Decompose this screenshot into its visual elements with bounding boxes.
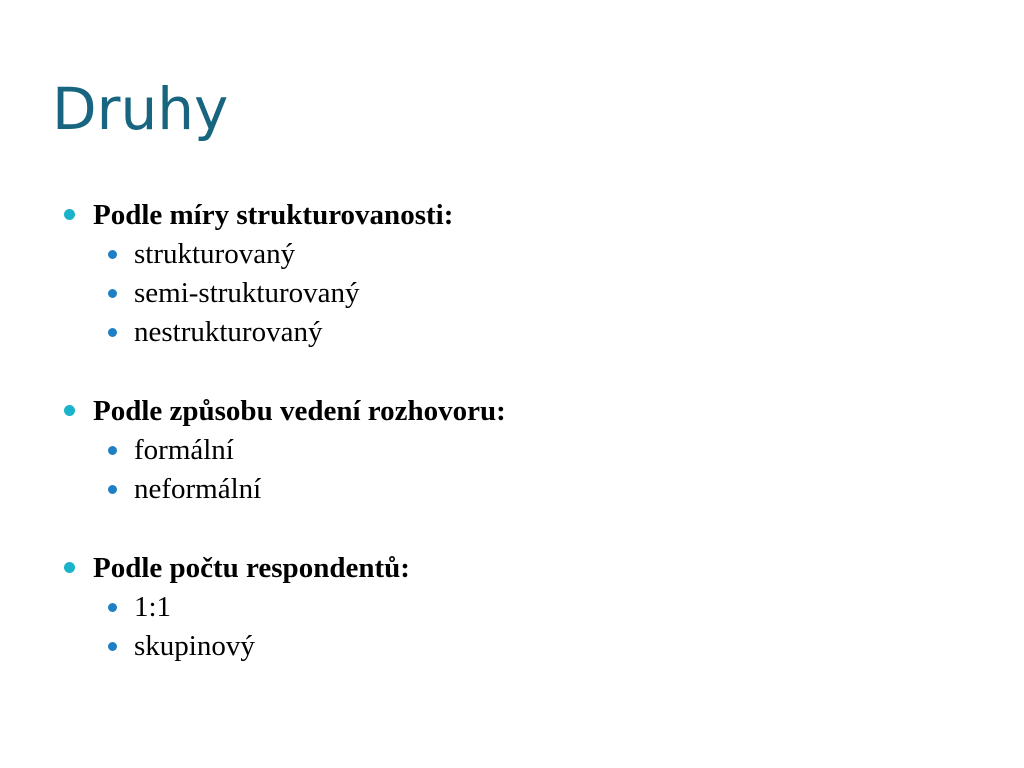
- bullet-heading-text: Podle počtu respondentů:: [93, 552, 410, 584]
- sub-bullet-text: 1:1: [134, 591, 172, 623]
- sub-bullet-list: [62, 588, 962, 666]
- bullet-heading-text: Podle míry strukturovanosti:: [93, 199, 454, 231]
- sub-bullet-item: [62, 274, 962, 313]
- bullet-dot-icon: [64, 562, 75, 573]
- sub-bullet-item: [62, 235, 962, 274]
- sub-bullet-text: neformální: [134, 473, 262, 505]
- sub-bullet-dot-icon: [108, 642, 117, 651]
- sub-bullet-dot-icon: [108, 250, 117, 259]
- bullet-group: [62, 195, 962, 352]
- bullet-content: [62, 195, 962, 666]
- sub-bullet-list: [62, 431, 962, 509]
- sub-bullet-dot-icon: [108, 446, 117, 455]
- bullet-heading: [62, 391, 962, 431]
- bullet-group: [62, 391, 962, 509]
- sub-bullet-text: formální: [134, 434, 234, 466]
- sub-bullet-item: [62, 470, 962, 509]
- bullet-group: [62, 548, 962, 666]
- sub-bullet-item: [62, 431, 962, 470]
- bullet-dot-icon: [64, 209, 75, 220]
- sub-bullet-text: nestrukturovaný: [134, 316, 323, 348]
- bullet-heading-text: Podle způsobu vedení rozhovoru:: [93, 395, 506, 427]
- slide-title: Druhy: [52, 75, 229, 143]
- sub-bullet-text: skupinový: [134, 630, 255, 662]
- sub-bullet-text: semi-strukturovaný: [134, 277, 360, 309]
- sub-bullet-item: [62, 627, 962, 666]
- sub-bullet-dot-icon: [108, 485, 117, 494]
- sub-bullet-dot-icon: [108, 603, 117, 612]
- bullet-heading: [62, 548, 962, 588]
- bullet-dot-icon: [64, 405, 75, 416]
- sub-bullet-dot-icon: [108, 328, 117, 337]
- sub-bullet-list: [62, 235, 962, 352]
- sub-bullet-item: [62, 588, 962, 627]
- bullet-heading: [62, 195, 962, 235]
- sub-bullet-item: [62, 313, 962, 352]
- sub-bullet-text: strukturovaný: [134, 238, 296, 270]
- sub-bullet-dot-icon: [108, 289, 117, 298]
